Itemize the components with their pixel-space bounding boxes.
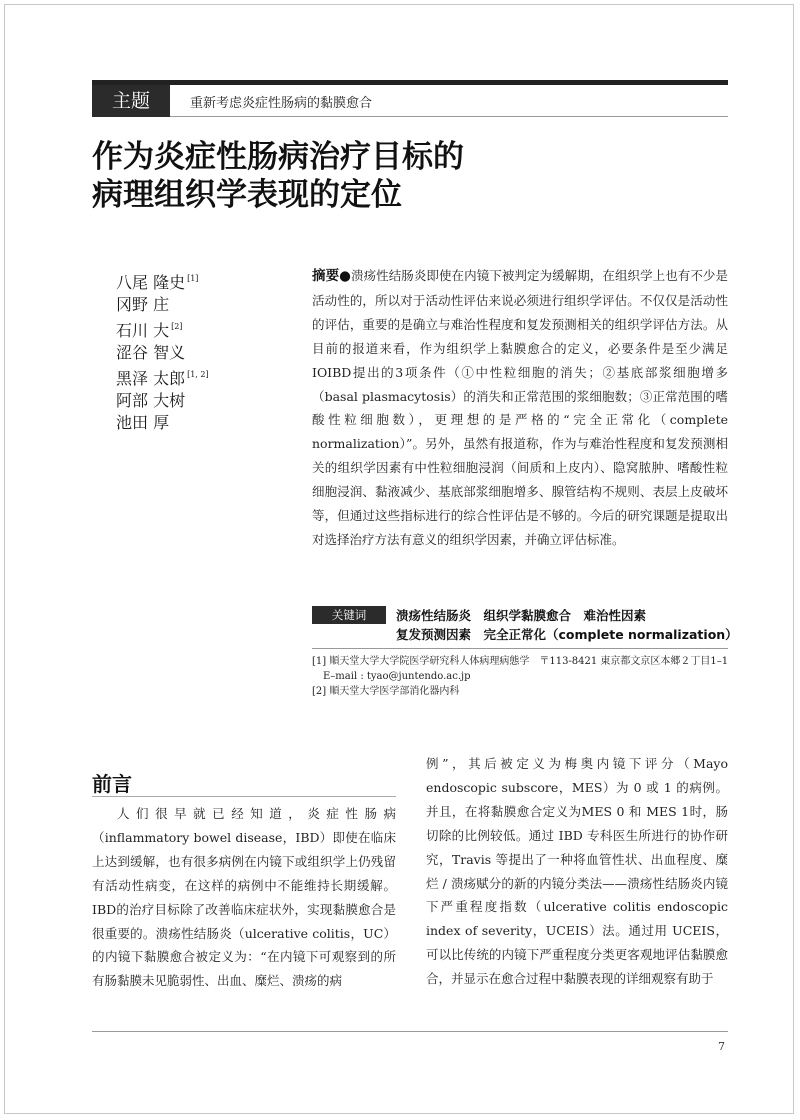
keywords-line-1: 溃疡性结肠炎 组织学黏膜愈合 难治性因素 — [396, 608, 647, 623]
author-affil-mark: [1, 2] — [187, 370, 209, 379]
author-name: 冈野 庄 — [116, 295, 170, 314]
author — [116, 342, 209, 364]
author-name: 涩谷 智义 — [116, 343, 186, 362]
page-number: 7 — [718, 1040, 725, 1053]
affiliation-2: [2] 順天堂大学医学部消化器内科 — [312, 686, 460, 697]
header-rule — [170, 116, 728, 117]
author-affil-mark: [1] — [187, 274, 199, 283]
author — [116, 364, 209, 390]
author — [116, 294, 209, 316]
affiliation-1: [1] 順天堂大学大学院医学研究科人体病理病態学 〒113-8421 東京都文京区本郷２丁目1–1 E–mail : tyao@juntendo.ac.jp — [312, 656, 739, 682]
author-name: 石川 大 — [116, 321, 170, 340]
abstract — [312, 264, 728, 552]
body-column-left: 人们很早就已经知道，炎症性肠病（inflammatory bowel disease，IBD）即使在临床上达到缓解，也有很多病例在内镜下或组织学上仍残留有活动性病变，在这样的病例中不能维持长期缓解。IBD的治疗目标除了改善临床症状外，实现黏膜愈合是很重要的。溃疡性结肠炎（ulcerative colitis，UC）的内镜下黏膜愈合被定义为：“在内镜下可观察到的所有肠黏膜未见脆弱性、出血、糜烂、溃疡的病 — [92, 806, 396, 989]
keywords-line-2: 复发预测因素 完全正常化（complete normalization） — [396, 627, 738, 642]
abstract-label: 摘要● — [312, 268, 351, 284]
footer-rule — [92, 1031, 728, 1032]
affiliations — [312, 654, 739, 699]
author — [116, 268, 209, 294]
title-line-2: 病理组织学表现的定位 — [92, 177, 402, 213]
article-title — [92, 138, 464, 214]
abstract-text: 溃疡性结肠炎即使在内镜下被判定为缓解期，在组织学上也有不少是活动性的，所以对于活动性评估来说必须进行组织学评估。不仅仅是活动性的评估，重要的是确立与难治性程度和复发预测相关的组织学评估方法。从目前的报道来看，作为组织学上黏膜愈合的定义，必要条件是至少满足IOIBD提出的3项条件（①中性粒细胞的消失；②基底部浆细胞增多（basal plasmacytosis）的消失和正常范围的浆细胞数；③正常范围的嗜酸性粒细胞数），更理想的是严格的“完全正常化（complete normalization）”。另外，虽然有报道称，作为与难治性程度和复发预测相关的组织学因素有中性粒细胞浸润（间质和上皮内）、隐窝脓肿、嗜酸性粒细胞浸润、黏液减少、基底部浆细胞增多、腺管结构不规则、表层上皮破坏等，但通过这些指标进行的综合性评估是不够的。今后的研究课题是提取出对选择治疗方法有意义的组织学因素，并确立评估标准。 — [312, 268, 728, 547]
title-line-1: 作为炎症性肠病治疗目标的 — [92, 139, 464, 175]
section-heading: 前言 — [92, 772, 132, 796]
section-subtitle: 重新考虑炎症性肠病的黏膜愈合 — [190, 96, 373, 111]
author-list — [116, 268, 209, 434]
section-tag: 主题 — [92, 85, 170, 117]
header-top-rule — [92, 80, 728, 85]
author — [116, 412, 209, 434]
heading-rule — [92, 796, 396, 797]
author-name: 八尾 隆史 — [116, 273, 186, 292]
keywords-list — [396, 606, 738, 644]
author-name: 阿部 大树 — [116, 391, 186, 410]
body-column-right: 例”，其后被定义为梅奥内镜下评分（Mayo endoscopic subscore，MES）为 0 或 1 的病例。并且，在将黏膜愈合定义为MES 0 和 MES 1时，肠切除的比例较低。通过 IBD 专科医生所进行的协作研究，Travis 等提出了一种将血管性状、出血程度、糜烂 / 溃疡赋分的新的内镜分类法——溃疡性结肠炎内镜下严重程度指数（ulcerative colitis endoscopic index of severity，UCEIS）法。通过用 UCEIS，可以比传统的内镜下严重程度分类更客观地评估黏膜愈合，并显示在愈合过程中黏膜表现的详细观察有助于 — [426, 756, 728, 987]
keywords-label: 关键词 — [312, 606, 386, 624]
keywords-rule — [312, 648, 728, 649]
author — [116, 316, 209, 342]
author — [116, 390, 209, 412]
author-name: 池田 厚 — [116, 413, 170, 432]
author-affil-mark: [2] — [171, 322, 183, 331]
author-name: 黑泽 太郎 — [116, 369, 186, 388]
